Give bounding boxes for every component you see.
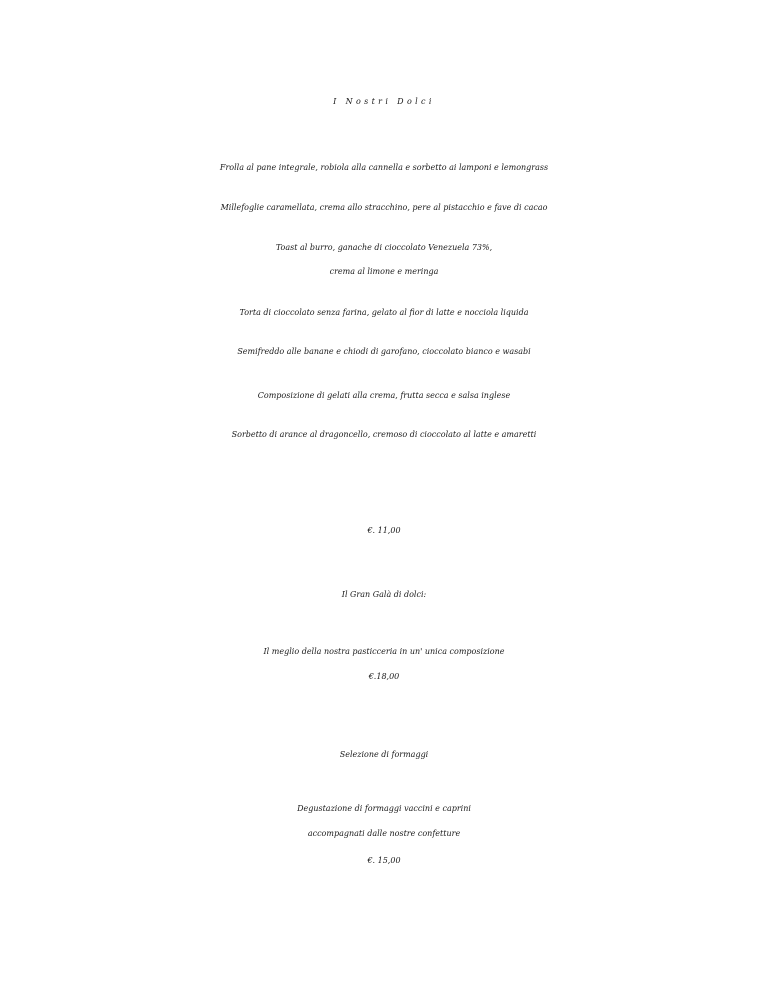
dish-item: Sorbetto di arance al dragoncello, cremoso di cioccolato al latte e amaretti: [231, 430, 537, 439]
dish-item: Torta di cioccolato senza farina, gelato al fior di latte e nocciola liquida: [239, 308, 529, 317]
formaggi-description-line1: Degustazione di formaggi vaccini e caprini: [297, 804, 471, 813]
formaggi-heading: Selezione di formaggi: [339, 750, 429, 759]
dish-item: Frolla al pane integrale, robiola alla cannella e sorbetto ai lamponi e lemongrass: [219, 163, 549, 172]
dolci-price: €. 11,00: [367, 526, 401, 535]
formaggi-description-line2: accompagnati dalle nostre confetture: [307, 829, 461, 838]
dish-item: crema al limone e meringa: [329, 267, 439, 276]
dish-item: Millefoglie caramellata, crema allo stracchino, pere al pistacchio e fave di cacao: [220, 203, 548, 212]
dish-item: Composizione di gelati alla crema, frutta secca e salsa inglese: [257, 391, 511, 400]
dish-item: Semifreddo alle banane e chiodi di garofano, cioccolato bianco e wasabi: [237, 347, 531, 356]
gran-gala-description: Il meglio della nostra pasticceria in un' unica composizione: [263, 647, 505, 656]
gran-gala-price: €.18,00: [368, 672, 400, 681]
dish-item: Toast al burro, ganache di cioccolato Venezuela 73%,: [275, 243, 493, 252]
formaggi-price: €. 15,00: [367, 856, 401, 865]
menu-title: I Nostri Dolci: [333, 97, 435, 106]
gran-gala-heading: Il Gran Galà di dolci:: [341, 590, 427, 599]
